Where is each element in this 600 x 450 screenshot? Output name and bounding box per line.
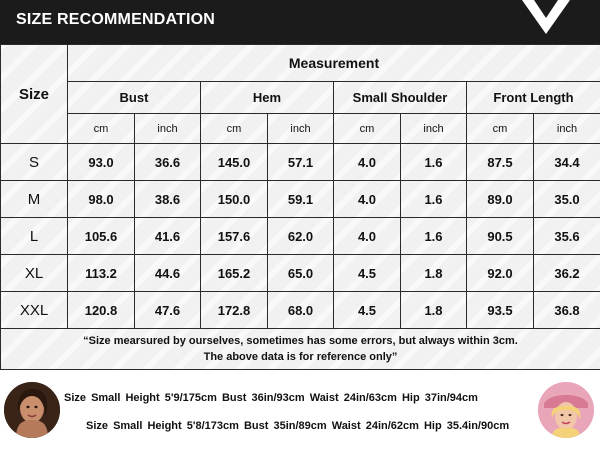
- avatar: [4, 382, 60, 438]
- table-cell: 38.6: [135, 181, 201, 218]
- avatar: [538, 382, 594, 438]
- table-cell: 4.0: [334, 181, 401, 218]
- group-header-bust: Bust: [68, 82, 201, 114]
- size-label: S: [1, 144, 68, 181]
- table-cell: 35.0: [534, 181, 600, 218]
- table-row: [1, 218, 600, 255]
- table-cell: 1.6: [401, 181, 467, 218]
- size-label: M: [1, 181, 68, 218]
- table-cell: 113.2: [68, 255, 135, 292]
- table-cell: 150.0: [201, 181, 268, 218]
- table-cell: 93.5: [467, 292, 534, 329]
- table-cell: 59.1: [268, 181, 334, 218]
- table-cell: 68.0: [268, 292, 334, 329]
- table-cell: 41.6: [135, 218, 201, 255]
- table-cell: 90.5: [467, 218, 534, 255]
- table-row: [1, 255, 600, 292]
- table-cell: 89.0: [467, 181, 534, 218]
- table-cell: 4.0: [334, 218, 401, 255]
- unit-header: inch: [135, 114, 201, 144]
- table-cell: 165.2: [201, 255, 268, 292]
- table-cell: 172.8: [201, 292, 268, 329]
- table-row: [1, 144, 600, 181]
- unit-header: cm: [467, 114, 534, 144]
- table-cell: 47.6: [135, 292, 201, 329]
- table-cell: 57.1: [268, 144, 334, 181]
- chevron-down-icon: [522, 0, 570, 36]
- table-cell: 93.0: [68, 144, 135, 181]
- table-cell: 35.6: [534, 218, 600, 255]
- header-bar: [0, 0, 600, 44]
- model-measurements-1: Size Small Height 5'9/175cm Bust 36in/93cm Waist 24in/63cm Hip 37in/94cm: [64, 392, 478, 404]
- table-cell: 4.5: [334, 292, 401, 329]
- unit-header: cm: [68, 114, 135, 144]
- measurement-note: [1, 329, 600, 370]
- table-cell: 36.8: [534, 292, 600, 329]
- table-cell: 4.5: [334, 255, 401, 292]
- measurement-header: Measurement: [68, 45, 600, 82]
- table-cell: 120.8: [68, 292, 135, 329]
- note-line: The above data is for reference only”: [203, 351, 398, 363]
- table-row: [1, 181, 600, 218]
- table-cell: 36.6: [135, 144, 201, 181]
- table-cell: 105.6: [68, 218, 135, 255]
- table-cell: 34.4: [534, 144, 600, 181]
- unit-header: inch: [534, 114, 600, 144]
- table-cell: 87.5: [467, 144, 534, 181]
- table-cell: 65.0: [268, 255, 334, 292]
- page-title: SIZE RECOMMENDATION: [16, 11, 216, 28]
- table-cell: 36.2: [534, 255, 600, 292]
- model-info: [0, 370, 600, 450]
- table-cell: 1.6: [401, 218, 467, 255]
- unit-header: cm: [334, 114, 401, 144]
- size-label: XL: [1, 255, 68, 292]
- group-header-small-shoulder: Small Shoulder: [334, 82, 467, 114]
- table-cell: 98.0: [68, 181, 135, 218]
- size-table: [0, 44, 600, 370]
- table-cell: 62.0: [268, 218, 334, 255]
- unit-header: inch: [401, 114, 467, 144]
- size-label: XXL: [1, 292, 68, 329]
- unit-header: inch: [268, 114, 334, 144]
- group-header-front-length: Front Length: [467, 82, 600, 114]
- group-header-hem: Hem: [201, 82, 334, 114]
- unit-header: cm: [201, 114, 268, 144]
- table-cell: 4.0: [334, 144, 401, 181]
- table-cell: 1.6: [401, 144, 467, 181]
- note-line: “Size mearsured by ourselves, sometimes has some errors, but always within 3cm.: [83, 335, 518, 347]
- table-cell: 92.0: [467, 255, 534, 292]
- model-measurements-2: Size Small Height 5'8/173cm Bust 35in/89cm Waist 24in/62cm Hip 35.4in/90cm: [86, 420, 510, 432]
- table-cell: 157.6: [201, 218, 268, 255]
- table-cell: 145.0: [201, 144, 268, 181]
- table-cell: 1.8: [401, 255, 467, 292]
- size-label: L: [1, 218, 68, 255]
- table-cell: 44.6: [135, 255, 201, 292]
- table-cell: 1.8: [401, 292, 467, 329]
- table-row: [1, 292, 600, 329]
- size-header: Size: [1, 45, 68, 144]
- size-table-panel: [0, 44, 600, 370]
